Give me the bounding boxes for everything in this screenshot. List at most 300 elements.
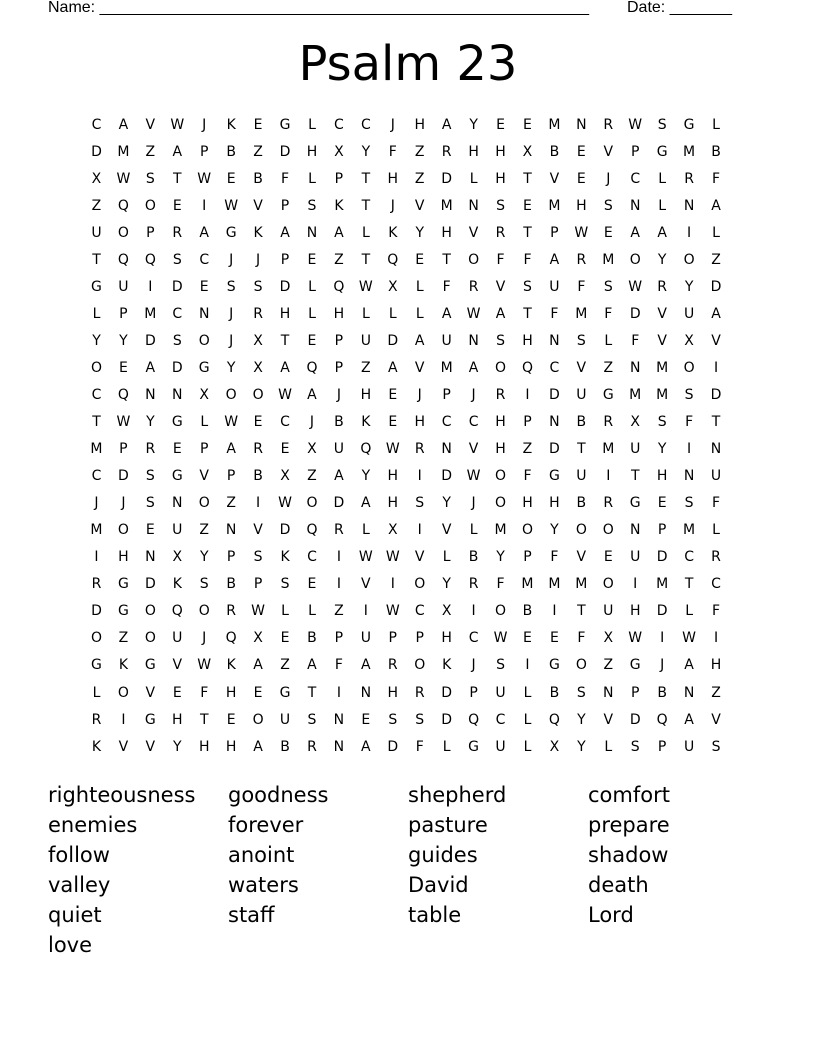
grid-letter: G: [602, 386, 614, 403]
grid-letter: W: [116, 170, 131, 187]
grid-letter: G: [683, 116, 695, 133]
grid-letter: S: [576, 684, 586, 701]
grid-letter: R: [414, 441, 425, 458]
grid-row: [83, 409, 730, 436]
grid-letter: T: [173, 170, 182, 187]
grid-letter: G: [279, 116, 291, 133]
grid-row: [83, 706, 730, 733]
grid-letter: M: [548, 576, 561, 593]
grid-letter: X: [307, 441, 317, 458]
grid-letter: L: [308, 603, 316, 620]
grid-letter: X: [253, 359, 263, 376]
grid-letter: C: [307, 549, 317, 566]
grid-letter: O: [306, 495, 318, 512]
grid-letter: P: [630, 143, 640, 160]
grid-letter: V: [657, 332, 667, 349]
grid-letter: V: [145, 116, 156, 133]
grid-letter: R: [414, 684, 425, 701]
grid-letter: T: [361, 170, 371, 187]
grid-letter: D: [171, 359, 183, 376]
grid-letter: E: [226, 711, 236, 728]
grid-letter: E: [523, 630, 532, 647]
grid-letter: W: [278, 495, 292, 512]
grid-letter: X: [172, 549, 183, 566]
grid-letter: W: [385, 603, 400, 620]
grid-letter: C: [91, 386, 102, 403]
grid-letter: R: [711, 549, 721, 566]
grid-letter: G: [629, 495, 641, 512]
grid-letter: S: [280, 576, 290, 593]
grid-letter: A: [361, 657, 371, 674]
grid-letter: A: [441, 116, 452, 133]
grid-letter: J: [121, 495, 126, 512]
grid-letter: P: [415, 630, 424, 647]
grid-letter: O: [575, 657, 587, 674]
word-list-item: shadow: [588, 843, 669, 867]
grid-letter: R: [684, 170, 694, 187]
grid-letter: I: [94, 549, 99, 566]
grid-letter: A: [334, 468, 344, 485]
grid-letter: X: [441, 603, 452, 620]
grid-letter: E: [253, 684, 263, 701]
grid-letter: A: [118, 116, 129, 133]
grid-letter: R: [91, 576, 102, 593]
grid-letter: E: [361, 711, 371, 728]
grid-letter: F: [712, 495, 721, 512]
grid-letter: L: [442, 738, 451, 755]
grid-letter: Y: [657, 441, 667, 458]
grid-letter: A: [199, 224, 209, 241]
grid-letter: O: [117, 224, 129, 241]
grid-letter: N: [333, 711, 345, 728]
grid-letter: I: [660, 630, 665, 647]
grid-letter: P: [253, 576, 263, 593]
grid-letter: P: [657, 738, 667, 755]
grid-letter: A: [468, 359, 479, 376]
grid-letter: C: [711, 576, 721, 593]
grid-letter: B: [253, 170, 263, 187]
grid-letter: O: [495, 495, 507, 512]
grid-letter: N: [145, 549, 156, 566]
word-list-item: anoint: [228, 843, 295, 867]
grid-letter: S: [603, 278, 613, 295]
grid-letter: C: [468, 630, 479, 647]
grid-letter: K: [172, 576, 182, 593]
grid-letter: D: [279, 143, 291, 160]
grid-letter: K: [361, 414, 371, 431]
grid-letter: F: [712, 603, 721, 620]
grid-letter: B: [549, 684, 560, 701]
grid-letter: J: [471, 495, 476, 512]
grid-letter: C: [441, 414, 452, 431]
grid-letter: E: [523, 197, 532, 214]
grid-letter: H: [225, 738, 237, 755]
grid-letter: V: [711, 711, 721, 728]
grid-letter: U: [630, 441, 641, 458]
header: [48, 0, 732, 17]
grid-letter: Y: [92, 332, 101, 349]
grid-letter: H: [710, 657, 722, 674]
grid-letter: R: [307, 738, 317, 755]
grid-row: [83, 165, 730, 192]
grid-letter: X: [630, 414, 641, 431]
grid-letter: U: [576, 386, 587, 403]
grid-letter: B: [576, 414, 587, 431]
grid-letter: L: [685, 603, 693, 620]
grid-letter: Z: [603, 359, 614, 376]
grid-letter: L: [523, 684, 532, 701]
grid-letter: A: [226, 441, 236, 458]
grid-letter: I: [713, 630, 719, 647]
grid-letter: H: [656, 468, 668, 485]
grid-letter: Z: [603, 657, 614, 674]
grid-letter: G: [144, 711, 156, 728]
grid-letter: Y: [119, 332, 128, 349]
grid-letter: V: [441, 522, 452, 539]
grid-letter: N: [683, 684, 695, 701]
grid-letter: P: [334, 630, 344, 647]
grid-letter: H: [360, 386, 372, 403]
grid-letter: P: [199, 441, 209, 458]
grid-row: [83, 544, 730, 571]
grid-letter: J: [229, 305, 234, 322]
grid-row: [83, 111, 730, 138]
grid-letter: S: [199, 576, 209, 593]
word-list-item: righteousness: [48, 783, 196, 807]
grid-letter: O: [495, 359, 507, 376]
grid-letter: F: [604, 305, 613, 322]
grid-letter: E: [496, 116, 505, 133]
grid-letter: V: [549, 170, 560, 187]
grid-letter: N: [145, 386, 156, 403]
grid-letter: E: [172, 441, 182, 458]
grid-letter: O: [198, 495, 210, 512]
grid-letter: H: [118, 549, 129, 566]
grid-letter: O: [683, 251, 695, 268]
grid-letter: B: [253, 468, 263, 485]
grid-letter: W: [197, 657, 212, 674]
grid-letter: G: [468, 738, 480, 755]
grid-row: [83, 354, 730, 381]
grid-letter: M: [656, 386, 669, 403]
grid-letter: G: [548, 657, 560, 674]
grid-letter: D: [387, 738, 399, 755]
grid-letter: I: [525, 386, 530, 403]
grid-letter: U: [441, 332, 452, 349]
grid-letter: F: [388, 143, 397, 160]
grid-letter: V: [576, 359, 587, 376]
grid-letter: L: [712, 522, 720, 539]
grid-letter: Q: [548, 711, 560, 728]
grid-letter: N: [683, 197, 695, 214]
grid-letter: V: [145, 738, 156, 755]
grid-letter: X: [387, 278, 398, 295]
word-list-item: goodness: [228, 783, 329, 807]
grid-letter: P: [523, 549, 532, 566]
grid-letter: W: [466, 468, 481, 485]
grid-letter: D: [144, 332, 156, 349]
grid-letter: I: [121, 711, 126, 728]
grid-row: [83, 219, 730, 246]
grid-letter: Z: [91, 197, 102, 214]
grid-letter: L: [604, 332, 613, 349]
grid-letter: G: [171, 468, 183, 485]
grid-letter: Z: [361, 359, 371, 376]
grid-letter: D: [710, 278, 722, 295]
grid-letter: H: [387, 495, 399, 512]
grid-letter: O: [117, 684, 129, 701]
grid-row: [83, 490, 730, 517]
grid-letter: J: [256, 251, 261, 268]
grid-letter: H: [225, 684, 237, 701]
grid-letter: M: [602, 251, 615, 268]
grid-letter: E: [603, 549, 613, 566]
grid-letter: W: [197, 170, 212, 187]
grid-letter: V: [253, 197, 263, 214]
grid-letter: G: [548, 468, 560, 485]
grid-letter: O: [117, 522, 129, 539]
grid-letter: R: [91, 711, 102, 728]
grid-letter: O: [602, 576, 614, 593]
grid-letter: M: [602, 441, 615, 458]
grid-letter: U: [630, 549, 641, 566]
grid-letter: A: [684, 657, 694, 674]
grid-row: [83, 517, 730, 544]
grid-letter: G: [91, 657, 102, 674]
grid-row: [83, 381, 730, 408]
grid-letter: Y: [550, 522, 559, 539]
grid-letter: S: [603, 197, 613, 214]
grid-letter: A: [711, 197, 721, 214]
grid-letter: M: [683, 143, 696, 160]
grid-letter: L: [308, 305, 316, 322]
grid-letter: Q: [117, 197, 129, 214]
grid-letter: U: [710, 468, 722, 485]
grid-letter: Y: [442, 495, 451, 512]
grid-letter: O: [602, 522, 614, 539]
grid-letter: L: [469, 522, 478, 539]
grid-letter: I: [336, 549, 341, 566]
grid-letter: R: [495, 224, 506, 241]
grid-letter: W: [628, 116, 643, 133]
grid-letter: E: [523, 116, 532, 133]
grid-letter: G: [656, 143, 668, 160]
grid-letter: A: [280, 224, 290, 241]
grid-letter: D: [656, 603, 668, 620]
grid-letter: L: [658, 170, 667, 187]
grid-letter: H: [333, 305, 345, 322]
grid-letter: B: [657, 684, 667, 701]
grid-letter: W: [574, 224, 589, 241]
grid-letter: Y: [173, 738, 182, 755]
grid-letter: E: [118, 359, 128, 376]
grid-letter: Y: [469, 116, 478, 133]
grid-letter: H: [414, 414, 425, 431]
word-list-item: table: [408, 903, 462, 927]
grid-letter: Z: [118, 630, 129, 647]
grid-letter: P: [388, 630, 397, 647]
grid-letter: P: [334, 170, 344, 187]
grid-letter: I: [390, 576, 395, 593]
grid-letter: Y: [415, 224, 424, 241]
grid-letter: U: [495, 684, 506, 701]
grid-letter: N: [629, 359, 641, 376]
letter-grid: [83, 111, 730, 760]
grid-letter: O: [90, 630, 102, 647]
grid-letter: M: [656, 359, 669, 376]
grid-letter: K: [334, 197, 344, 214]
grid-letter: Z: [711, 251, 721, 268]
grid-letter: C: [495, 711, 506, 728]
grid-letter: Y: [684, 278, 694, 295]
grid-letter: L: [523, 711, 532, 728]
word-list-item: death: [588, 873, 649, 897]
grid-letter: M: [656, 576, 669, 593]
grid-letter: R: [603, 495, 614, 512]
grid-letter: P: [657, 522, 667, 539]
grid-letter: R: [603, 414, 614, 431]
grid-letter: U: [683, 305, 695, 322]
grid-letter: E: [307, 332, 317, 349]
grid-letter: R: [334, 522, 344, 539]
grid-letter: L: [442, 549, 451, 566]
grid-letter: T: [307, 684, 317, 701]
grid-letter: P: [146, 224, 155, 241]
grid-letter: V: [253, 522, 263, 539]
grid-letter: G: [117, 603, 129, 620]
grid-letter: D: [629, 305, 641, 322]
grid-letter: I: [363, 603, 368, 620]
grid-letter: F: [685, 414, 694, 431]
grid-letter: S: [307, 711, 317, 728]
grid-letter: S: [145, 468, 155, 485]
grid-letter: O: [252, 711, 264, 728]
grid-letter: O: [225, 386, 237, 403]
word-list-item: guides: [408, 843, 478, 867]
grid-letter: S: [496, 657, 505, 674]
grid-letter: D: [171, 278, 183, 295]
grid-letter: J: [229, 332, 234, 349]
grid-letter: P: [199, 143, 209, 160]
grid-letter: E: [199, 278, 209, 295]
grid-letter: P: [442, 386, 451, 403]
grid-letter: V: [172, 657, 183, 674]
grid-letter: D: [91, 603, 102, 620]
grid-letter: F: [496, 251, 505, 268]
grid-letter: C: [280, 414, 290, 431]
grid-letter: I: [256, 495, 261, 512]
grid-letter: R: [603, 116, 614, 133]
grid-row: [83, 463, 730, 490]
name-field: Name: _______________________________________________________: [48, 0, 589, 16]
grid-letter: Q: [225, 630, 237, 647]
grid-letter: P: [226, 549, 236, 566]
grid-row: [83, 733, 730, 760]
grid-letter: D: [144, 576, 156, 593]
grid-letter: Q: [117, 386, 129, 403]
grid-letter: C: [91, 116, 102, 133]
grid-letter: H: [441, 630, 452, 647]
grid-letter: I: [417, 468, 422, 485]
grid-letter: O: [198, 603, 210, 620]
grid-letter: S: [145, 495, 155, 512]
grid-letter: Y: [577, 711, 586, 728]
grid-letter: E: [388, 414, 398, 431]
word-list-item: staff: [228, 903, 275, 927]
grid-letter: O: [144, 197, 156, 214]
grid-letter: L: [415, 305, 424, 322]
grid-letter: P: [550, 224, 559, 241]
grid-letter: F: [550, 549, 559, 566]
grid-letter: J: [390, 116, 395, 133]
grid-letter: U: [549, 278, 560, 295]
grid-letter: C: [334, 116, 344, 133]
grid-letter: D: [549, 386, 560, 403]
grid-letter: F: [442, 278, 451, 295]
grid-letter: C: [414, 603, 425, 620]
grid-letter: A: [253, 657, 263, 674]
grid-letter: O: [414, 657, 426, 674]
grid-letter: O: [414, 576, 426, 593]
grid-letter: E: [280, 630, 290, 647]
grid-letter: D: [441, 170, 453, 187]
grid-letter: Z: [414, 143, 425, 160]
grid-letter: A: [307, 386, 317, 403]
word-list-item: love: [48, 933, 93, 957]
word-list-item: enemies: [48, 813, 138, 837]
grid-letter: X: [522, 143, 533, 160]
grid-letter: K: [253, 224, 263, 241]
grid-letter: O: [144, 630, 156, 647]
grid-letter: K: [226, 657, 236, 674]
grid-letter: X: [387, 522, 398, 539]
grid-letter: M: [683, 522, 696, 539]
grid-letter: A: [657, 224, 667, 241]
grid-letter: Y: [496, 549, 505, 566]
grid-letter: V: [576, 549, 587, 566]
grid-letter: R: [253, 305, 263, 322]
grid-letter: M: [575, 305, 588, 322]
grid-letter: U: [118, 278, 129, 295]
grid-letter: U: [495, 738, 506, 755]
grid-letter: V: [414, 549, 425, 566]
word-list-item: shepherd: [408, 783, 507, 807]
grid-letter: Q: [306, 359, 318, 376]
grid-letter: R: [495, 386, 506, 403]
grid-letter: U: [279, 711, 291, 728]
grid-letter: B: [711, 143, 721, 160]
grid-letter: O: [468, 251, 480, 268]
grid-letter: O: [495, 603, 507, 620]
grid-letter: I: [633, 576, 638, 593]
grid-letter: A: [387, 359, 398, 376]
grid-letter: Y: [361, 143, 371, 160]
grid-letter: Z: [522, 441, 533, 458]
grid-row: [83, 679, 730, 706]
grid-letter: R: [387, 657, 398, 674]
grid-letter: L: [92, 305, 101, 322]
grid-letter: W: [224, 197, 239, 214]
grid-letter: N: [225, 522, 237, 539]
grid-letter: I: [552, 603, 557, 620]
grid-letter: A: [684, 711, 694, 728]
grid-letter: N: [549, 332, 560, 349]
grid-letter: T: [523, 224, 532, 241]
grid-letter: F: [415, 738, 424, 755]
grid-letter: N: [172, 495, 183, 512]
grid-letter: V: [199, 468, 209, 485]
grid-letter: V: [118, 738, 129, 755]
